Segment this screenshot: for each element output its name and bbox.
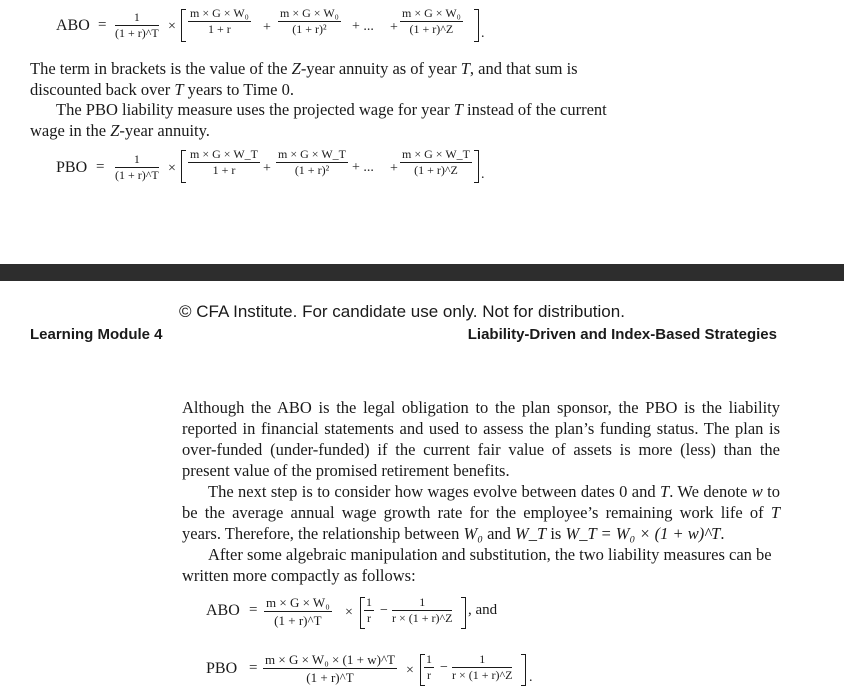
period: . (481, 167, 485, 182)
ellipsis: + ... (352, 19, 374, 34)
term1-fraction: $\frac{m \times G \times W\_T}{1 + r}$ (190, 147, 258, 177)
left-bracket (181, 150, 186, 183)
term2-fraction: $\frac{m \times G \times W\_T}{\text{(1 + r)²}}$ (278, 147, 346, 177)
right-bracket (474, 9, 479, 42)
paragraph-pbo-measure: The PBO liability measure uses the projected wage for year T instead of the current wage in the Z-year annuity. (30, 100, 607, 140)
lead-fraction: $\frac{\text{m × G × W₀ × (1 + w)\textasciicircum{}T}}{(1 + r)\^{}T}$ (265, 652, 395, 685)
pbo-label: PBO (206, 660, 238, 677)
inner-fraction-2: $\frac{1}{r \times (1 + r)\^{}Z}$ (392, 595, 453, 625)
abo-label: ABO (206, 602, 240, 619)
times-sign: × (168, 19, 176, 34)
inner-fraction-1: $\frac{1}{r}$ (426, 652, 432, 682)
right-bracket (521, 654, 526, 686)
term2-fraction: $\frac{\text{m × G × W₀}}{\text{(1 + r)²}}$ (280, 6, 339, 36)
and-text: , and (468, 602, 498, 618)
plus-sign: + (390, 161, 398, 176)
period: . (481, 26, 485, 41)
left-bracket (181, 9, 186, 42)
plus-sign: + (390, 20, 398, 35)
times-sign: × (168, 161, 176, 176)
right-bracket (461, 597, 466, 629)
equals-sign: = (96, 159, 105, 175)
right-bracket (474, 150, 479, 183)
page-divider (0, 264, 844, 281)
period: . (529, 670, 533, 685)
equals-sign: = (98, 17, 107, 33)
paragraph-abo-pbo: Although the ABO is the legal obligation to the plan sponsor, the PBO is the liability reported in financial statements and used to assess the plan’s funding status. The plan is over-funded (under-funded) if the current fair value of assets is more (less) than the present value of the promised retirement benefits. (182, 398, 780, 480)
paragraph-compact-form: After some algebraic manipulation and substitution, the two liability measures can be written more compactly as follows: (182, 545, 772, 585)
copyright-notice: © CFA Institute. For candidate use only. Not for distribution. (179, 302, 625, 321)
termZ-fraction: $\frac{\text{m × G × W₀}}{(1 + r)\^{}Z}$ (402, 6, 461, 36)
plus-sign: + (263, 20, 271, 35)
term1-fraction: $\frac{\text{m × G × W₀}}{1 + r}$ (190, 6, 249, 36)
lead-fraction: $\frac{\text{m × G × W₀}}{(1 + r)\^{}T}$ (266, 595, 330, 628)
plus-sign: + (263, 161, 271, 176)
equals-sign: = (249, 602, 258, 618)
chapter-title: Liability-Driven and Index-Based Strategies (467, 326, 777, 343)
minus-sign: − (380, 603, 388, 618)
times-sign: × (406, 663, 414, 678)
times-sign: × (345, 605, 353, 620)
inner-fraction-1: $\frac{1}{r}$ (366, 595, 372, 625)
inner-fraction-2: $\frac{1}{r \times (1 + r)\^{}Z}$ (452, 652, 513, 682)
termZ-fraction: $\frac{m \times G \times W\_T}{(1 + r)\^{}Z}$ (402, 147, 470, 177)
ellipsis: + ... (352, 160, 374, 175)
discount-fraction: $\frac{1}{(1 + r)\^{}T}$ (115, 152, 159, 182)
minus-sign: − (440, 660, 448, 675)
equals-sign: = (249, 660, 258, 676)
discount-fraction: $\frac{1}{(1 + r)\^{}T}$ (115, 10, 159, 40)
module-label: Learning Module 4 (30, 326, 163, 343)
paragraph-wage-growth: The next step is to consider how wages evolve between dates 0 and T. We denote w to be the average annual wage growth rate for the employee’s remaining work life of T years. Therefore, the relationship between W₀ and W_T is W_T = W₀ × (1 + w)^T. (182, 482, 781, 543)
pbo-label: PBO (56, 159, 88, 176)
paragraph-annuity-explanation: The term in brackets is the value of the Z-year annuity as of year T, and that sum is discounted back over T years to Time 0. (30, 59, 578, 99)
abo-label: ABO (56, 17, 90, 34)
